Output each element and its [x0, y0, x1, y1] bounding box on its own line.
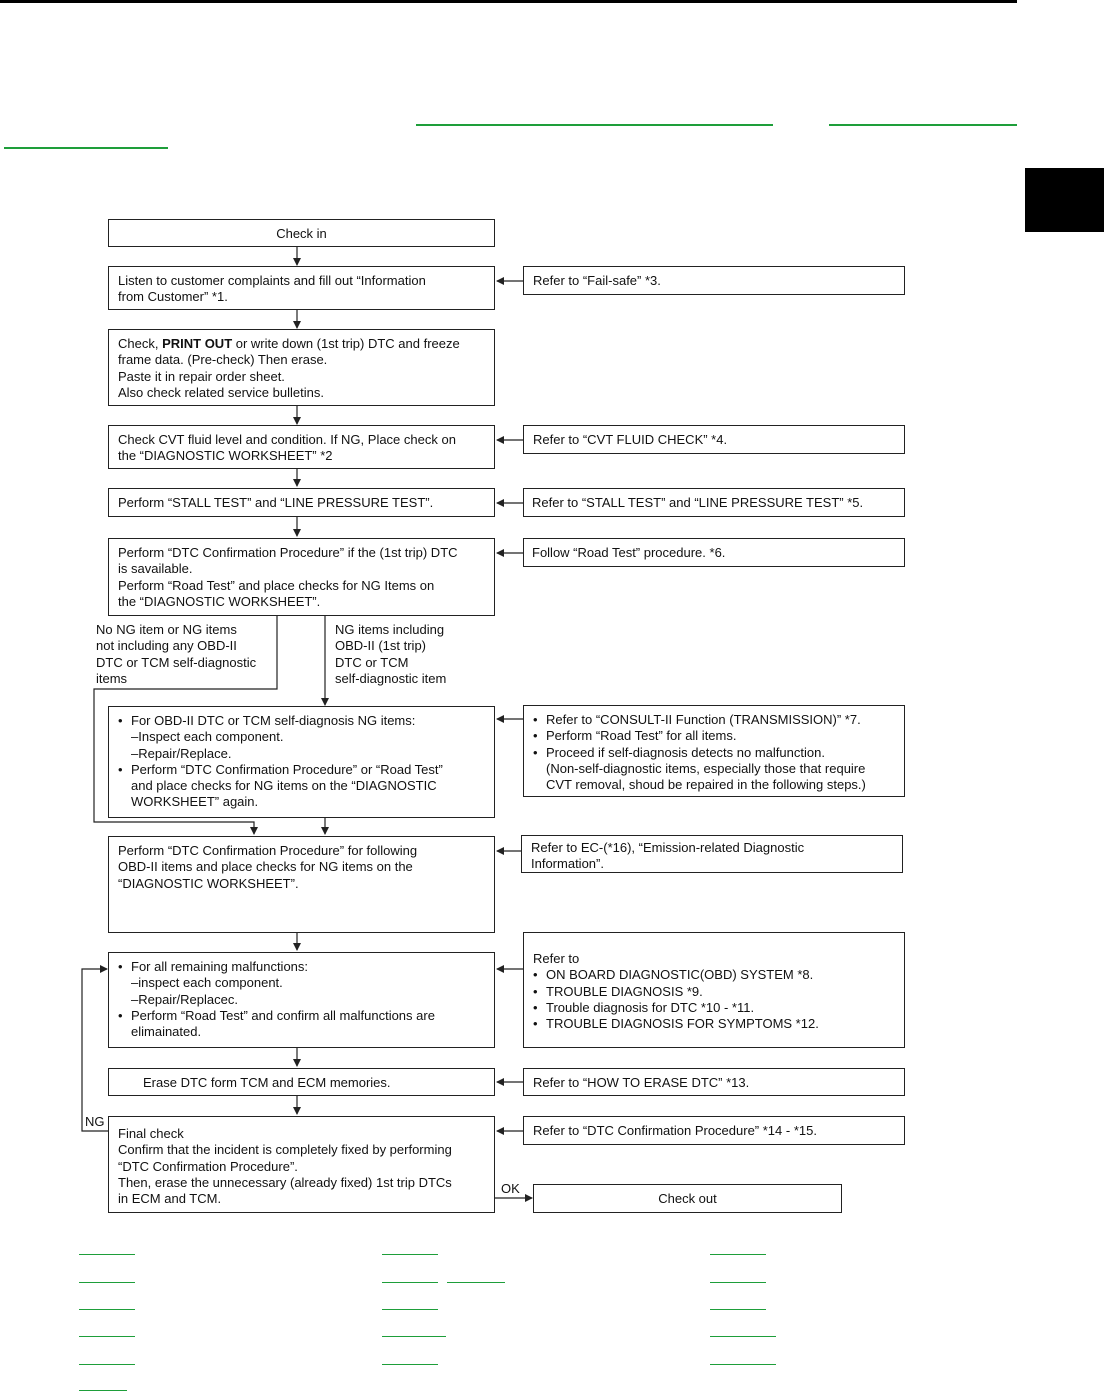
- ref-link-7[interactable]: [382, 1254, 438, 1255]
- ref-link-2[interactable]: [79, 1282, 135, 1283]
- final-line-4: Then, erase the unnecessary (already fixed) 1st trip DTCs: [118, 1174, 452, 1190]
- ref-final-text: Refer to “DTC Confirmation Procedure” *14 - *15.: [533, 1123, 817, 1138]
- ref-link-9[interactable]: [447, 1282, 505, 1283]
- ref-link-17[interactable]: [710, 1364, 776, 1365]
- ref-link-12[interactable]: [382, 1364, 438, 1365]
- obd2-items-box: [108, 836, 495, 933]
- dtc-line-4: the “DIAGNOSTIC WORKSHEET”.: [118, 593, 321, 609]
- remaining-malfunctions-box: [108, 952, 495, 1048]
- obd-bullet-1: • For OBD-II DTC or TCM self-diagnosis NG items:: [118, 713, 486, 729]
- ref-link-6[interactable]: [79, 1390, 127, 1391]
- stall-line: Perform “STALL TEST” and “LINE PRESSURE TEST”.: [118, 495, 434, 510]
- ref-link-13[interactable]: [710, 1254, 766, 1255]
- ref-link-1[interactable]: [79, 1254, 135, 1255]
- ref-link-11[interactable]: [382, 1336, 446, 1337]
- ref-stall-text: Refer to “STALL TEST” and “LINE PRESSURE TEST” *5.: [532, 495, 864, 510]
- ref-link-4[interactable]: [79, 1336, 135, 1337]
- fluid-line-1: Check CVT fluid level and condition. If NG, Place check on: [118, 432, 456, 447]
- ref-link-10[interactable]: [382, 1309, 438, 1310]
- ref-link-3[interactable]: [79, 1309, 135, 1310]
- print-line-4: Also check related service bulletins.: [118, 384, 324, 400]
- remaining-sub-2: –Repair/Replacec.: [131, 991, 238, 1007]
- print-line-3: Paste it in repair order sheet.: [118, 368, 285, 384]
- obd-bullet-2: • Perform “DTC Confirmation Procedure” or “Road Test”: [118, 762, 486, 778]
- remaining-cont-1: elimainated.: [131, 1024, 202, 1040]
- ref-consult-bullet-3: • Proceed if self-diagnosis detects no malfunction.: [533, 745, 896, 761]
- final-line-2: Confirm that the incident is completely fixed by performing: [118, 1142, 452, 1158]
- ok-label: OK: [501, 1181, 520, 1196]
- ref-final-box: [523, 1116, 905, 1145]
- obd2-line-1: Perform “DTC Confirmation Procedure” for following: [118, 843, 418, 858]
- remaining-sub-1: –inspect each component.: [131, 975, 283, 991]
- ref-consult-bullet-2: • Perform “Road Test” for all items.: [533, 728, 896, 744]
- branch-left-note: No NG item or NG items not including any OBD-II DTC or TCM self-diagnostic items: [96, 622, 257, 686]
- fluid-line-2: the “DIAGNOSTIC WORKSHEET” *2: [118, 448, 333, 464]
- ref-consult-cont-1: (Non-self-diagnostic items, especially those that require: [546, 760, 866, 776]
- ref-consult-box: [523, 705, 905, 797]
- ref-erase-text: Refer to “HOW TO ERASE DTC” *13.: [533, 1075, 750, 1090]
- ref-ec-line-2: Information”.: [531, 856, 604, 872]
- ref-fluid-text: Refer to “CVT FLUID CHECK” *4.: [533, 432, 728, 447]
- obd-cont-1: and place checks for NG items on the “DIAGNOSTIC: [131, 778, 437, 794]
- obd-ng-items-box: [108, 706, 495, 818]
- obd2-line-2: OBD-II items and place checks for NG items on the: [118, 859, 413, 875]
- obd2-line-3: “DIAGNOSTIC WORKSHEET”.: [118, 875, 299, 891]
- ref-list-item-2: • TROUBLE DIAGNOSIS *9.: [533, 984, 896, 1000]
- print-out-dtc-box: [108, 329, 495, 406]
- branch-right-note: NG items including OBD-II (1st trip) DTC or TCM self-diagnostic item: [335, 622, 447, 686]
- obd-cont-2: WORKSHEET” again.: [131, 794, 259, 810]
- stall-test-box: [108, 488, 495, 517]
- ref-list-item-3: • Trouble diagnosis for DTC *10 - *11.: [533, 1000, 896, 1016]
- ref-list-box: [523, 932, 905, 1048]
- print-line-1: Check, PRINT OUT or write down (1st trip) DTC and freeze: [118, 336, 460, 351]
- final-check-box: [108, 1116, 495, 1213]
- print-line-2: frame data. (Pre-check) Then erase.: [118, 352, 328, 368]
- ref-fluid-box: [523, 425, 905, 454]
- ref-link-15[interactable]: [710, 1309, 766, 1310]
- remaining-bullet-2: • Perform “Road Test” and confirm all malfunctions are: [118, 1008, 486, 1024]
- ref-roadtest-box: [523, 538, 905, 567]
- check-in-box: [108, 219, 495, 247]
- ref-failsafe-box: [523, 266, 905, 295]
- ref-stall-box: [523, 488, 905, 517]
- obd-sub-1: –Inspect each component.: [131, 729, 284, 745]
- final-line-3: “DTC Confirmation Procedure”.: [118, 1158, 298, 1174]
- ref-link-14[interactable]: [710, 1282, 766, 1283]
- ref-consult-cont-2: CVT removal, shoud be repaired in the following steps.): [546, 777, 866, 793]
- ref-erase-box: [523, 1068, 905, 1096]
- ref-ec-box: [521, 835, 903, 873]
- ref-list-item-1: • ON BOARD DIAGNOSTIC(OBD) SYSTEM *8.: [533, 967, 896, 983]
- ref-list-item-4: • TROUBLE DIAGNOSIS FOR SYMPTOMS *12.: [533, 1016, 896, 1032]
- dtc-line-3: Perform “Road Test” and place checks for NG Items on: [118, 577, 435, 593]
- erase-dtc-box: [108, 1068, 495, 1096]
- final-line-1: Final check: [118, 1126, 184, 1141]
- erase-line: Erase DTC form TCM and ECM memories.: [143, 1075, 391, 1090]
- obd-sub-2: –Repair/Replace.: [131, 745, 232, 761]
- ref-failsafe-text: Refer to “Fail-safe” *3.: [533, 273, 661, 288]
- dtc-road-test-box: [108, 538, 495, 616]
- listen-complaints-box: [108, 266, 495, 310]
- listen-line-1: Listen to customer complaints and fill out “Information: [118, 273, 426, 288]
- check-out-box: [533, 1184, 842, 1213]
- dtc-line-2: is savailable.: [118, 561, 193, 577]
- ref-consult-bullet-1: • Refer to “CONSULT-II Function (TRANSMISSION)” *7.: [533, 712, 896, 728]
- dtc-line-1: Perform “DTC Confirmation Procedure” if the (1st trip) DTC: [118, 545, 458, 560]
- ref-ec-line-1: Refer to EC-(*16), “Emission-related Diagnostic: [531, 840, 805, 855]
- ng-label: NG: [85, 1114, 105, 1129]
- ref-link-5[interactable]: [79, 1364, 135, 1365]
- remaining-bullet-1: • For all remaining malfunctions:: [118, 959, 486, 975]
- listen-line-2: from Customer” *1.: [118, 289, 228, 305]
- ref-link-8[interactable]: [382, 1282, 438, 1283]
- check-in-label: Check in: [276, 226, 327, 241]
- ref-list-head: Refer to: [533, 951, 580, 966]
- final-line-5: in ECM and TCM.: [118, 1191, 222, 1207]
- ref-link-16[interactable]: [710, 1336, 776, 1337]
- fluid-check-box: [108, 425, 495, 469]
- ref-roadtest-text: Follow “Road Test” procedure. *6.: [532, 545, 726, 560]
- check-out-label: Check out: [658, 1191, 717, 1206]
